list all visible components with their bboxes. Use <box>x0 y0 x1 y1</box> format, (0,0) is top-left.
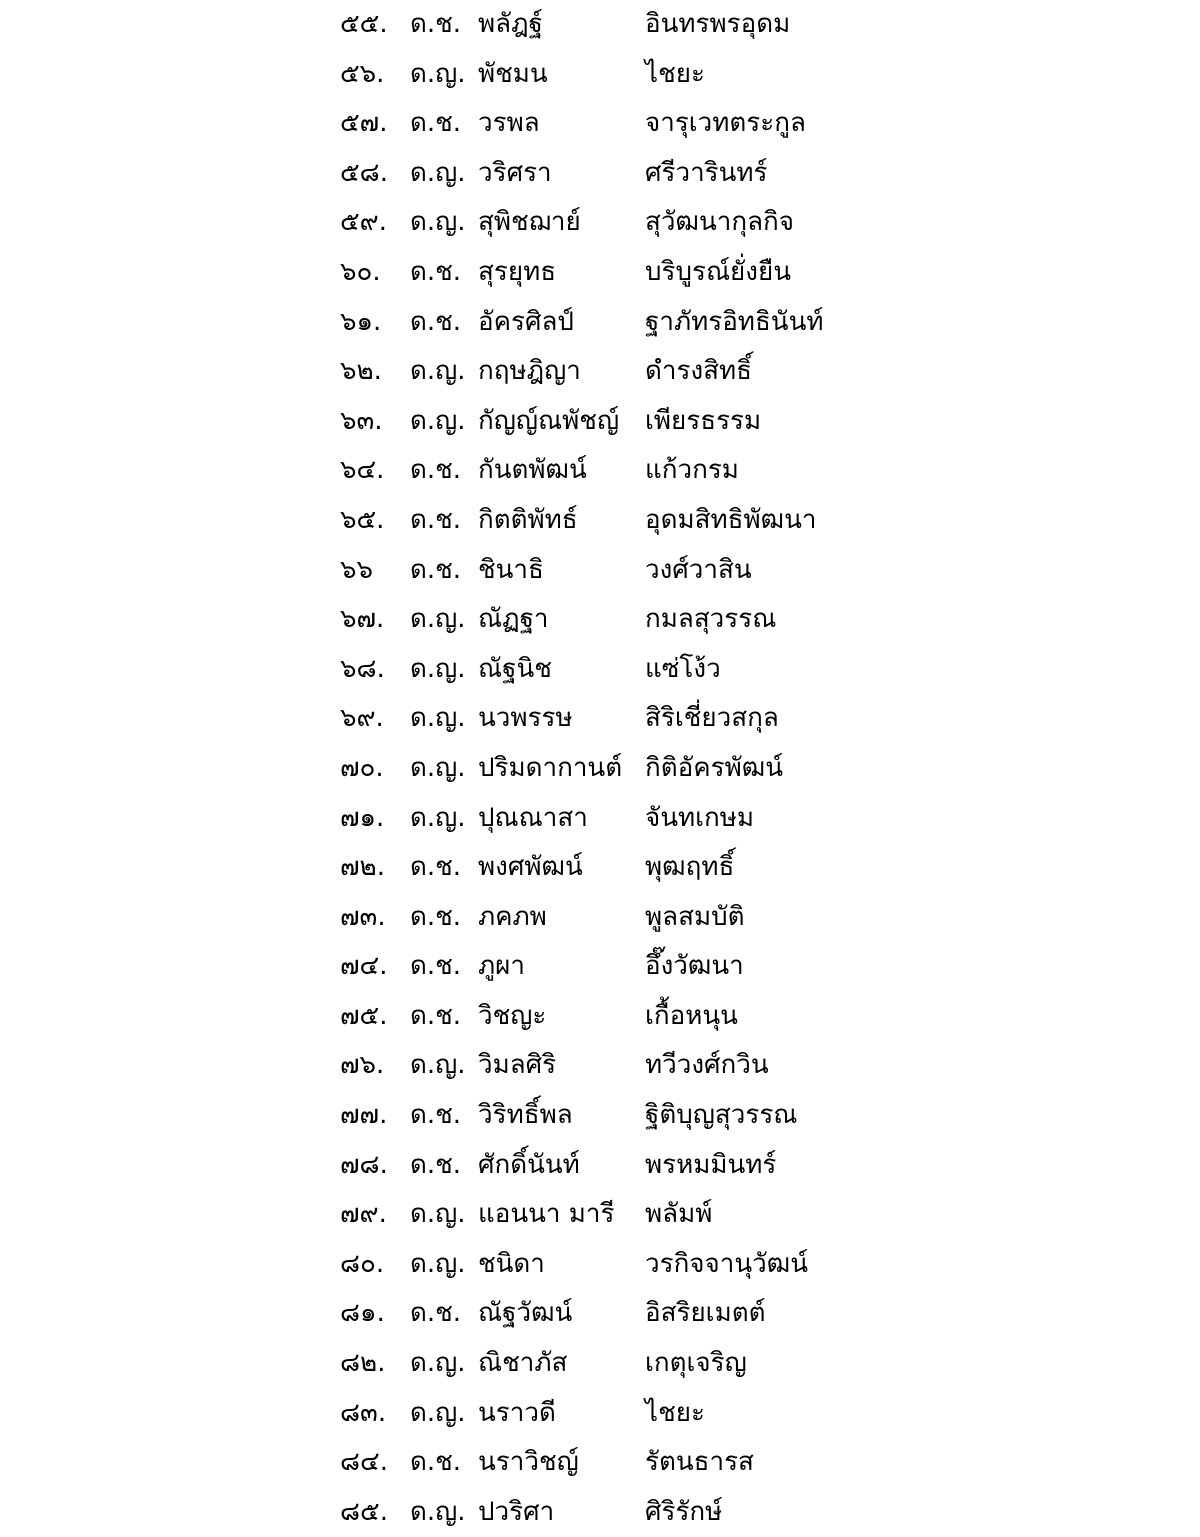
first-name: กัญญ์ณพัชญ์ <box>478 405 620 436</box>
first-name: ปริมดากานต์ <box>478 752 623 783</box>
first-name: สุพิชฌาย์ <box>478 207 581 238</box>
list-item <box>0 546 1200 596</box>
first-name: ณิชาภัส <box>478 1348 568 1379</box>
last-name: จารุเวทตระกูล <box>645 108 806 139</box>
list-item <box>0 794 1200 844</box>
last-name: วงศ์วาสิน <box>645 554 752 585</box>
last-name: แก้วกรม <box>645 455 739 486</box>
row-number: ๖๐. <box>340 256 381 287</box>
list-item <box>0 595 1200 645</box>
first-name: นวพรรษ <box>478 703 573 734</box>
name-title: ด.ช. <box>410 9 462 39</box>
name-title: ด.ญ. <box>410 1397 466 1428</box>
row-number: ๗๑. <box>340 802 385 833</box>
name-title: ด.ญ. <box>410 1348 466 1379</box>
last-name: วรกิจจานุวัฒน์ <box>645 1248 809 1279</box>
list-item <box>0 992 1200 1042</box>
last-name: ทวีวงศ์กวิน <box>645 1050 769 1081</box>
first-name: ภคภพ <box>478 901 547 932</box>
first-name: กิตติพัทธ์ <box>478 504 578 535</box>
row-number: ๘๕. <box>340 1496 389 1527</box>
name-title: ด.ช. <box>410 901 462 932</box>
row-number: ๖๘. <box>340 653 385 684</box>
name-title: ด.ช. <box>410 1447 462 1478</box>
first-name: วิริทธิ์พล <box>478 1100 573 1131</box>
row-number: ๗๙. <box>340 1199 387 1230</box>
first-name: อัครศิลป์ <box>478 306 574 337</box>
last-name: สิริเชี่ยวสกุล <box>645 703 779 734</box>
row-number: ๘๐. <box>340 1248 385 1279</box>
row-number: ๕๙. <box>340 207 387 238</box>
row-number: ๕๘. <box>340 157 389 188</box>
list-item <box>0 1141 1200 1191</box>
row-number: ๖๓. <box>340 405 383 436</box>
last-name: อิสริยเมตต์ <box>645 1298 766 1329</box>
last-name: กมลสุวรรณ <box>645 604 777 635</box>
last-name: ดำรงสิทธิ์ <box>645 356 753 387</box>
last-name: ไชยะ <box>645 1397 705 1428</box>
list-item <box>0 0 1200 50</box>
row-number: ๘๔. <box>340 1447 389 1478</box>
first-name: ปุณณาสา <box>478 802 588 833</box>
last-name: พลัมพ์ <box>645 1199 713 1230</box>
last-name: เกื้อหนุน <box>645 1000 738 1031</box>
name-title: ด.ญ. <box>410 157 466 188</box>
first-name: นราวดี <box>478 1397 556 1428</box>
name-title: ด.ช. <box>410 1149 462 1180</box>
name-title: ด.ช. <box>410 1000 462 1031</box>
first-name: ชนิดา <box>478 1248 545 1279</box>
first-name: ภูผา <box>478 951 525 982</box>
last-name: พูลสมบัติ <box>645 901 745 932</box>
row-number: ๖๑. <box>340 306 382 337</box>
last-name: พรหมมินทร์ <box>645 1149 777 1180</box>
first-name: วรพล <box>478 108 540 139</box>
first-name: วิชญะ <box>478 1000 547 1031</box>
first-name: แอนนา มารี <box>478 1199 615 1230</box>
last-name: เกตุเจริญ <box>645 1348 747 1379</box>
name-title: ด.ญ. <box>410 752 466 783</box>
name-title: ด.ญ. <box>410 1199 466 1230</box>
list-item <box>0 893 1200 943</box>
list-item <box>0 347 1200 397</box>
row-number: ๘๓. <box>340 1397 387 1428</box>
first-name: ณัฐนิช <box>478 653 552 684</box>
row-number: ๕๕. <box>340 9 388 39</box>
name-title: ด.ช. <box>410 852 462 883</box>
last-name: แซ่โง้ว <box>645 653 721 684</box>
name-title: ด.ช. <box>410 455 462 486</box>
first-name: พลัฎฐ์ <box>478 9 543 39</box>
row-number: ๗๓. <box>340 901 386 932</box>
list-item <box>0 1488 1200 1537</box>
last-name: ฐาภัทรอิทธินันท์ <box>645 306 824 337</box>
row-number: ๗๒. <box>340 852 385 883</box>
first-name: กฤษฎิญา <box>478 356 581 387</box>
first-name: วิมลศิริ <box>478 1050 557 1081</box>
last-name: รัตนธารส <box>645 1447 754 1478</box>
list-item <box>0 149 1200 199</box>
list-item <box>0 843 1200 893</box>
row-number: ๗๘. <box>340 1149 388 1180</box>
last-name: พุฒฤทธิ์ <box>645 852 735 883</box>
name-title: ด.ญ. <box>410 802 466 833</box>
row-number: ๗๐. <box>340 752 384 783</box>
last-name: อินทรพรอุดม <box>645 9 791 39</box>
list-item <box>0 942 1200 992</box>
list-item <box>0 496 1200 546</box>
name-title: ด.ช. <box>410 108 462 139</box>
name-title: ด.ช. <box>410 951 462 982</box>
row-number: ๕๖. <box>340 58 385 89</box>
list-item <box>0 99 1200 149</box>
row-number: ๗๗. <box>340 1100 388 1131</box>
row-number: ๘๑. <box>340 1298 385 1329</box>
row-number: ๖๒. <box>340 356 382 387</box>
first-name: พงศพัฒน์ <box>478 852 583 883</box>
list-item <box>0 446 1200 496</box>
row-number: ๖๕. <box>340 504 385 535</box>
first-name: ปวริศา <box>478 1496 555 1527</box>
first-name: ณัฏฐา <box>478 604 549 635</box>
list-item <box>0 298 1200 348</box>
list-item <box>0 645 1200 695</box>
row-number: ๗๖. <box>340 1050 385 1081</box>
last-name: อึ๊งวัฒนา <box>645 951 744 982</box>
last-name: อุดมสิทธิพัฒนา <box>645 504 817 535</box>
last-name: ศิริรักษ์ <box>645 1496 723 1527</box>
list-item <box>0 1438 1200 1488</box>
name-title: ด.ช. <box>410 554 462 585</box>
name-title: ด.ช. <box>410 306 462 337</box>
list-item <box>0 744 1200 794</box>
list-item <box>0 1339 1200 1389</box>
last-name: ฐิติบุญสุวรรณ <box>645 1100 798 1131</box>
list-item <box>0 1041 1200 1091</box>
list-item <box>0 1240 1200 1290</box>
first-name: สุรยุทธ <box>478 256 557 287</box>
name-title: ด.ช. <box>410 1100 462 1131</box>
row-number: ๗๕. <box>340 1000 388 1031</box>
list-item <box>0 198 1200 248</box>
first-name: ชินาธิ <box>478 554 544 585</box>
name-title: ด.ญ. <box>410 653 466 684</box>
first-name: ศักดิ์นันท์ <box>478 1149 580 1180</box>
first-name: วริศรา <box>478 157 552 188</box>
name-title: ด.ช. <box>410 256 462 287</box>
name-title: ด.ญ. <box>410 58 466 89</box>
last-name: กิติอัครพัฒน์ <box>645 752 783 783</box>
name-title: ด.ญ. <box>410 356 466 387</box>
list-item <box>0 1190 1200 1240</box>
row-number: ๕๗. <box>340 108 388 139</box>
row-number: ๖๔. <box>340 455 385 486</box>
name-title: ด.ญ. <box>410 1050 466 1081</box>
first-name: นราวิชญ์ <box>478 1447 579 1478</box>
name-title: ด.ญ. <box>410 207 466 238</box>
row-number: ๗๔. <box>340 951 388 982</box>
name-title: ด.ญ. <box>410 1248 466 1279</box>
last-name: ไชยะ <box>645 58 705 89</box>
row-number: ๖๖ <box>340 554 374 585</box>
first-name: กันตพัฒน์ <box>478 455 587 486</box>
row-number: ๘๒. <box>340 1348 386 1379</box>
list-item <box>0 50 1200 100</box>
last-name: บริบูรณ์ยั่งยืน <box>645 256 791 287</box>
list-item <box>0 1289 1200 1339</box>
name-title: ด.ญ. <box>410 405 466 436</box>
list-item <box>0 397 1200 447</box>
name-title: ด.ช. <box>410 1298 462 1329</box>
first-name: ณัฐวัฒน์ <box>478 1298 573 1329</box>
list-item <box>0 248 1200 298</box>
list-item <box>0 1389 1200 1439</box>
first-name: พัชมน <box>478 58 548 89</box>
list-item <box>0 1091 1200 1141</box>
last-name: จันทเกษม <box>645 802 755 833</box>
name-title: ด.ญ. <box>410 703 466 734</box>
last-name: เพียรธรรม <box>645 405 762 436</box>
list-item <box>0 694 1200 744</box>
name-title: ด.ช. <box>410 504 462 535</box>
last-name: สุวัฒนากุลกิจ <box>645 207 794 238</box>
row-number: ๖๗. <box>340 604 385 635</box>
last-name: ศรีวารินทร์ <box>645 157 768 188</box>
name-title: ด.ญ. <box>410 604 466 635</box>
name-title: ด.ญ. <box>410 1496 466 1527</box>
row-number: ๖๙. <box>340 703 384 734</box>
